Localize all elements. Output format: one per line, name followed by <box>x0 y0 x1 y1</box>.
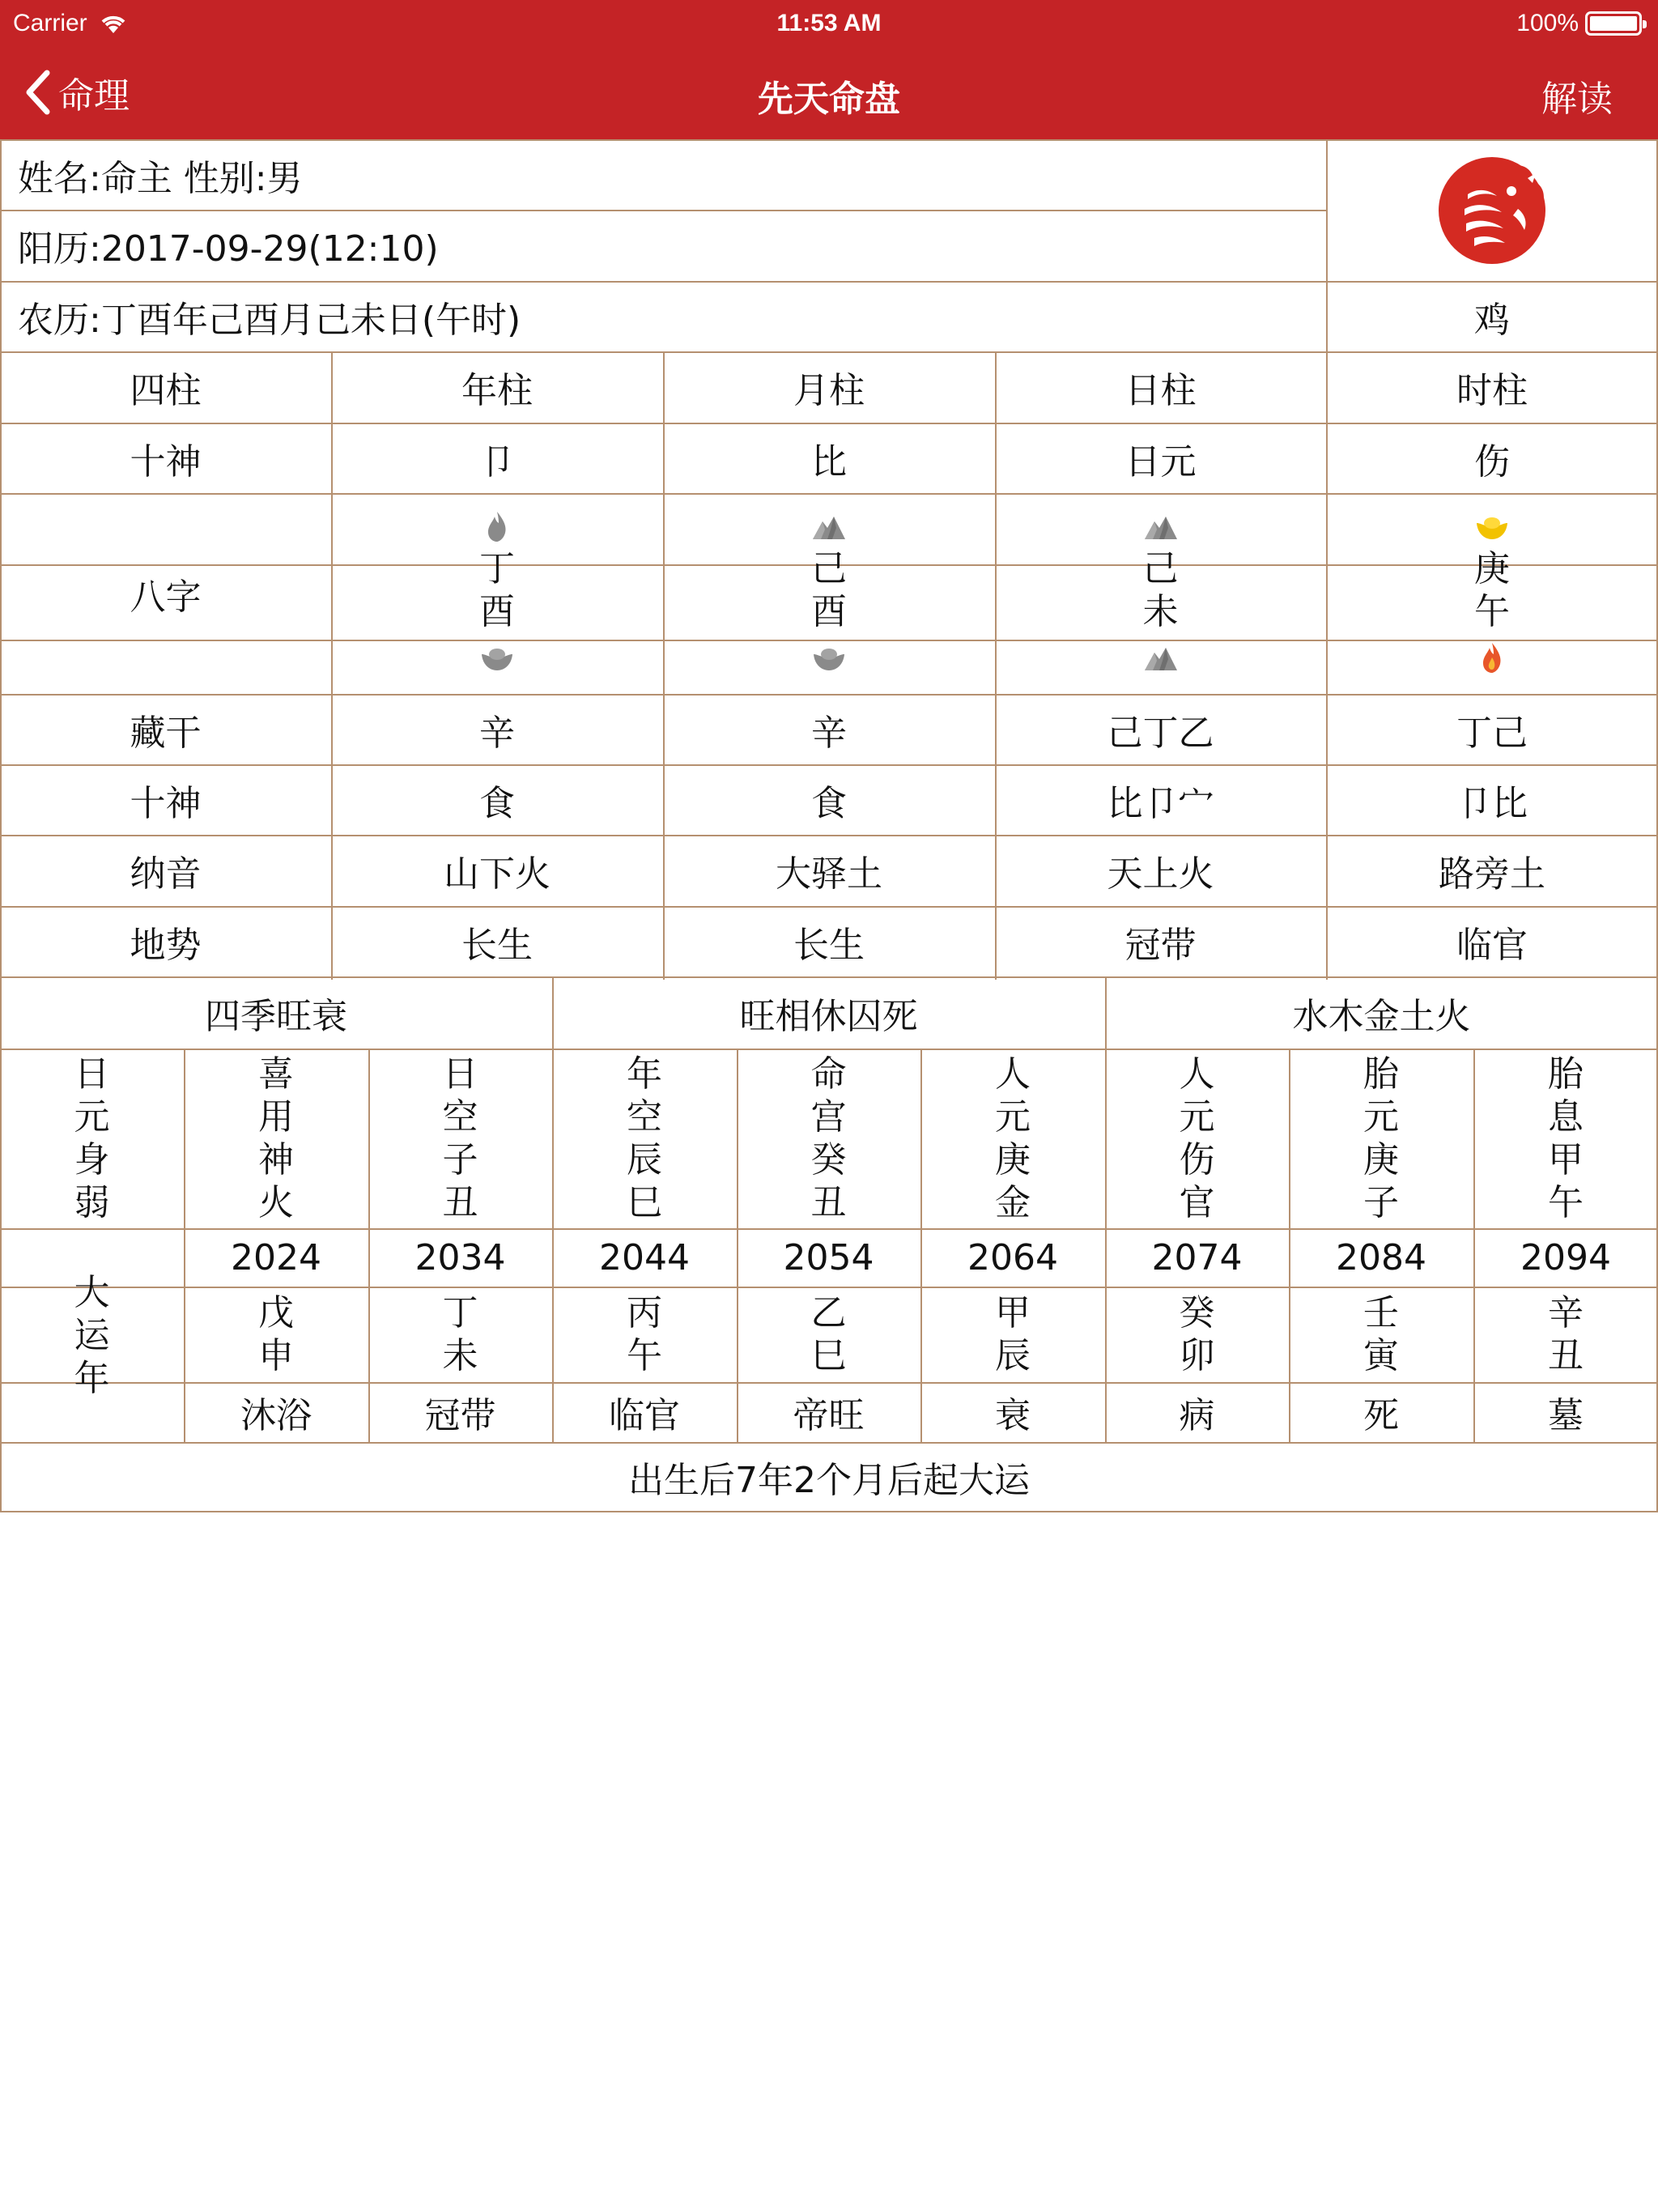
attr-cell-2-char-0: 日 <box>442 1053 478 1095</box>
attr-cell-5 <box>920 1049 1105 1228</box>
attr-cell-8-char-0: 胎 <box>1548 1053 1584 1095</box>
section-wangxiang: 旺相休囚死 <box>739 995 918 1037</box>
hidden-shishen-row-3: 比卩宀 <box>1107 782 1214 824</box>
heavenly-stem: 庚 <box>1474 548 1510 589</box>
attr-cell-4 <box>737 1049 920 1228</box>
dayun-ganzhi-5 <box>1105 1287 1289 1382</box>
bazi-pillar-2 <box>995 493 1326 694</box>
dayun-ganzhi-1-char-0: 丁 <box>442 1292 478 1334</box>
name-gender-row: 姓名:命主 性别:男 <box>18 157 303 199</box>
dayun-ganzhi-1-char-1: 未 <box>442 1335 478 1376</box>
attr-cell-2 <box>368 1049 552 1228</box>
attr-cell-8 <box>1473 1049 1658 1228</box>
flame-icon <box>479 508 515 544</box>
nayin-row-0: 纳音 <box>130 853 202 895</box>
attr-cell-0 <box>0 1049 184 1228</box>
page-title: 先天命盘 <box>758 79 900 120</box>
attr-cell-5-char-0: 人 <box>995 1053 1031 1095</box>
dayun-year-1: 2034 <box>414 1236 506 1278</box>
dayun-label-char-2: 年 <box>74 1357 110 1399</box>
status-battery <box>1516 10 1642 37</box>
attr-cell-8-char-3: 午 <box>1548 1182 1584 1223</box>
canggan-row-4: 丁己 <box>1456 712 1528 754</box>
attr-cell-2-char-2: 子 <box>442 1139 478 1180</box>
attr-cell-3-char-3: 巳 <box>627 1182 662 1223</box>
zodiac-image-cell <box>1326 139 1658 281</box>
dayun-ganzhi-3-char-1: 巳 <box>810 1335 847 1376</box>
canggan-row-3: 己丁乙 <box>1107 712 1214 754</box>
attr-cell-4-char-0: 命 <box>810 1053 847 1095</box>
attr-cell-3-char-2: 辰 <box>627 1139 662 1180</box>
canggan-row-1: 辛 <box>479 712 515 754</box>
dayun-state-4: 衰 <box>995 1395 1031 1436</box>
earthly-branch: 酉 <box>479 591 515 632</box>
dishi-row-2: 长生 <box>793 924 865 966</box>
attr-cell-0-char-1: 元 <box>74 1096 110 1138</box>
lunar-date-row: 农历:丁酉年己酉月己未日(午时) <box>18 299 521 341</box>
dayun-state-2: 临官 <box>609 1395 680 1436</box>
nayin-row-1: 山下火 <box>444 853 551 895</box>
dayun-ganzhi-3-char-0: 乙 <box>810 1292 847 1334</box>
heavenly-stem: 丁 <box>479 548 515 589</box>
hidden-shishen-row-0: 十神 <box>130 782 202 824</box>
dayun-ganzhi-7 <box>1473 1287 1658 1382</box>
bazi-label: 八字 <box>130 576 202 618</box>
shishen-row-2: 比 <box>811 440 847 483</box>
attr-cell-0-char-3: 弱 <box>74 1182 110 1223</box>
nayin-row-4: 路旁土 <box>1439 853 1545 895</box>
zodiac-name: 鸡 <box>1474 299 1510 341</box>
attr-cell-4-char-3: 丑 <box>810 1182 847 1223</box>
dayun-ganzhi-4 <box>920 1287 1105 1382</box>
interpret-button[interactable]: 解读 <box>1541 79 1613 120</box>
dishi-row-4: 临官 <box>1456 924 1528 966</box>
heavenly-stem: 己 <box>1142 548 1179 589</box>
attr-cell-1-char-3: 火 <box>258 1182 294 1223</box>
nayin-row-3: 天上火 <box>1107 853 1214 895</box>
dayun-ganzhi-2-char-1: 午 <box>627 1335 662 1376</box>
dayun-state-6: 死 <box>1363 1395 1399 1436</box>
bazi-pillar-3 <box>1326 493 1658 694</box>
dayun-state-7: 墓 <box>1548 1395 1584 1436</box>
attr-cell-7-char-0: 胎 <box>1363 1053 1399 1095</box>
dayun-ganzhi-6 <box>1289 1287 1473 1382</box>
attr-cell-0-char-2: 身 <box>74 1139 110 1180</box>
battery-percent: 100% <box>1516 10 1579 36</box>
dayun-ganzhi-6-char-1: 寅 <box>1363 1335 1399 1376</box>
dishi-row-3: 冠带 <box>1124 924 1197 966</box>
shishen-row-0: 十神 <box>130 440 202 483</box>
battery-icon <box>1585 11 1642 36</box>
navigation-header <box>0 0 1658 139</box>
attr-cell-1-char-1: 用 <box>258 1096 294 1138</box>
shishen-row-4: 伤 <box>1474 440 1510 483</box>
earthly-branch: 午 <box>1474 591 1510 632</box>
attr-cell-0-char-0: 日 <box>74 1053 110 1095</box>
dayun-year-2: 2044 <box>599 1236 690 1278</box>
status-time: 11:53 AM <box>776 10 882 36</box>
attr-cell-7-char-2: 庚 <box>1363 1139 1399 1180</box>
dayun-ganzhi-2-char-0: 丙 <box>627 1292 662 1334</box>
attr-cell-4-char-1: 宫 <box>810 1096 847 1138</box>
attr-cell-5-char-2: 庚 <box>995 1139 1031 1180</box>
dayun-label-char-1: 运 <box>74 1314 110 1356</box>
attr-cell-8-char-1: 息 <box>1548 1096 1584 1138</box>
carrier-text: Carrier <box>13 10 87 36</box>
pillar-header-3: 日柱 <box>1124 370 1197 411</box>
dayun-year-5: 2074 <box>1151 1236 1243 1278</box>
attr-cell-1 <box>184 1049 368 1228</box>
dishi-row-1: 长生 <box>461 924 533 966</box>
dayun-ganzhi-5-char-1: 卯 <box>1179 1335 1215 1376</box>
attr-cell-2-char-1: 空 <box>442 1096 478 1138</box>
back-label: 命理 <box>58 75 130 117</box>
mountain-icon <box>1143 640 1179 675</box>
ingot-icon <box>1474 508 1510 544</box>
heavenly-stem: 己 <box>811 548 847 589</box>
dayun-ganzhi-3 <box>737 1287 920 1382</box>
attr-cell-5-char-1: 元 <box>995 1096 1031 1138</box>
pillar-header-0: 四柱 <box>130 370 202 411</box>
mountain-icon <box>1143 508 1179 544</box>
attr-cell-7 <box>1289 1049 1473 1228</box>
dayun-year-7: 2094 <box>1520 1236 1611 1278</box>
attr-cell-7-char-1: 元 <box>1363 1096 1399 1138</box>
dayun-ganzhi-0 <box>184 1287 368 1382</box>
shishen-row-1: 卩 <box>479 440 515 483</box>
attr-cell-2-char-3: 丑 <box>442 1182 478 1223</box>
dayun-ganzhi-4-char-1: 辰 <box>995 1335 1031 1376</box>
mountain-icon <box>811 508 847 544</box>
dayun-label <box>0 1228 184 1442</box>
hidden-shishen-row-4: 卩比 <box>1456 782 1528 824</box>
attr-cell-6-char-3: 官 <box>1179 1182 1215 1223</box>
dayun-state-3: 帝旺 <box>793 1395 865 1436</box>
earthly-branch: 酉 <box>811 591 847 632</box>
rooster-papercut-icon <box>1427 146 1557 275</box>
hidden-shishen-row-2: 食 <box>811 782 847 824</box>
dayun-start-note: 出生后7年2个月后起大运 <box>628 1460 1030 1501</box>
attr-cell-8-char-2: 甲 <box>1548 1139 1584 1180</box>
dayun-ganzhi-7-char-1: 丑 <box>1548 1335 1584 1376</box>
dayun-state-5: 病 <box>1179 1395 1215 1436</box>
attr-cell-6-char-0: 人 <box>1179 1053 1215 1095</box>
dayun-ganzhi-4-char-0: 甲 <box>995 1292 1031 1334</box>
dayun-label-char-0: 大 <box>74 1271 110 1313</box>
destiny-chart <box>0 139 1658 1512</box>
attr-cell-3 <box>552 1049 737 1228</box>
dayun-year-3: 2054 <box>783 1236 874 1278</box>
ingot-icon <box>811 640 847 675</box>
section-seasons: 四季旺衰 <box>205 995 347 1037</box>
dayun-state-1: 冠带 <box>424 1395 496 1436</box>
attr-cell-7-char-3: 子 <box>1363 1182 1399 1223</box>
dayun-ganzhi-1 <box>368 1287 552 1382</box>
attr-cell-5-char-3: 金 <box>995 1182 1031 1223</box>
dayun-ganzhi-5-char-0: 癸 <box>1179 1292 1215 1334</box>
attr-cell-1-char-2: 神 <box>258 1139 294 1180</box>
attr-cell-6-char-2: 伤 <box>1179 1139 1215 1180</box>
flame-icon <box>1474 640 1510 675</box>
earthly-branch: 未 <box>1142 591 1179 632</box>
attr-cell-3-char-0: 年 <box>627 1053 662 1095</box>
nayin-row-2: 大驿土 <box>776 853 882 895</box>
ingot-icon <box>479 640 515 675</box>
pillar-header-2: 月柱 <box>793 370 865 411</box>
shishen-row-3: 日元 <box>1124 440 1197 483</box>
back-button[interactable] <box>24 66 130 118</box>
solar-date-row: 阳历:2017-09-29(12:10) <box>18 228 439 270</box>
attr-cell-1-char-0: 喜 <box>258 1053 294 1095</box>
dayun-ganzhi-7-char-0: 辛 <box>1548 1292 1584 1334</box>
dayun-year-4: 2064 <box>967 1236 1058 1278</box>
dayun-state-0: 沐浴 <box>240 1395 312 1436</box>
dayun-ganzhi-0-char-1: 申 <box>258 1335 294 1376</box>
attr-cell-6-char-1: 元 <box>1179 1096 1215 1138</box>
dayun-year-6: 2084 <box>1336 1236 1426 1278</box>
bazi-pillar-0 <box>331 493 663 694</box>
dayun-ganzhi-2 <box>552 1287 737 1382</box>
dishi-row-0: 地势 <box>130 924 202 966</box>
pillar-header-1: 年柱 <box>461 370 533 411</box>
dayun-year-0: 2024 <box>231 1236 321 1278</box>
attr-cell-6 <box>1105 1049 1289 1228</box>
canggan-row-0: 藏干 <box>130 712 202 754</box>
section-five-elements: 水木金土火 <box>1292 995 1471 1037</box>
chevron-left-icon <box>24 70 52 115</box>
attr-cell-3-char-1: 空 <box>627 1096 662 1138</box>
canggan-row-2: 辛 <box>811 712 847 754</box>
dayun-ganzhi-6-char-0: 壬 <box>1363 1292 1399 1334</box>
bazi-pillar-1 <box>663 493 995 694</box>
dayun-ganzhi-0-char-0: 戊 <box>258 1292 294 1334</box>
hidden-shishen-row-1: 食 <box>479 782 515 824</box>
pillar-header-4: 时柱 <box>1456 370 1528 411</box>
attr-cell-4-char-2: 癸 <box>810 1139 847 1180</box>
